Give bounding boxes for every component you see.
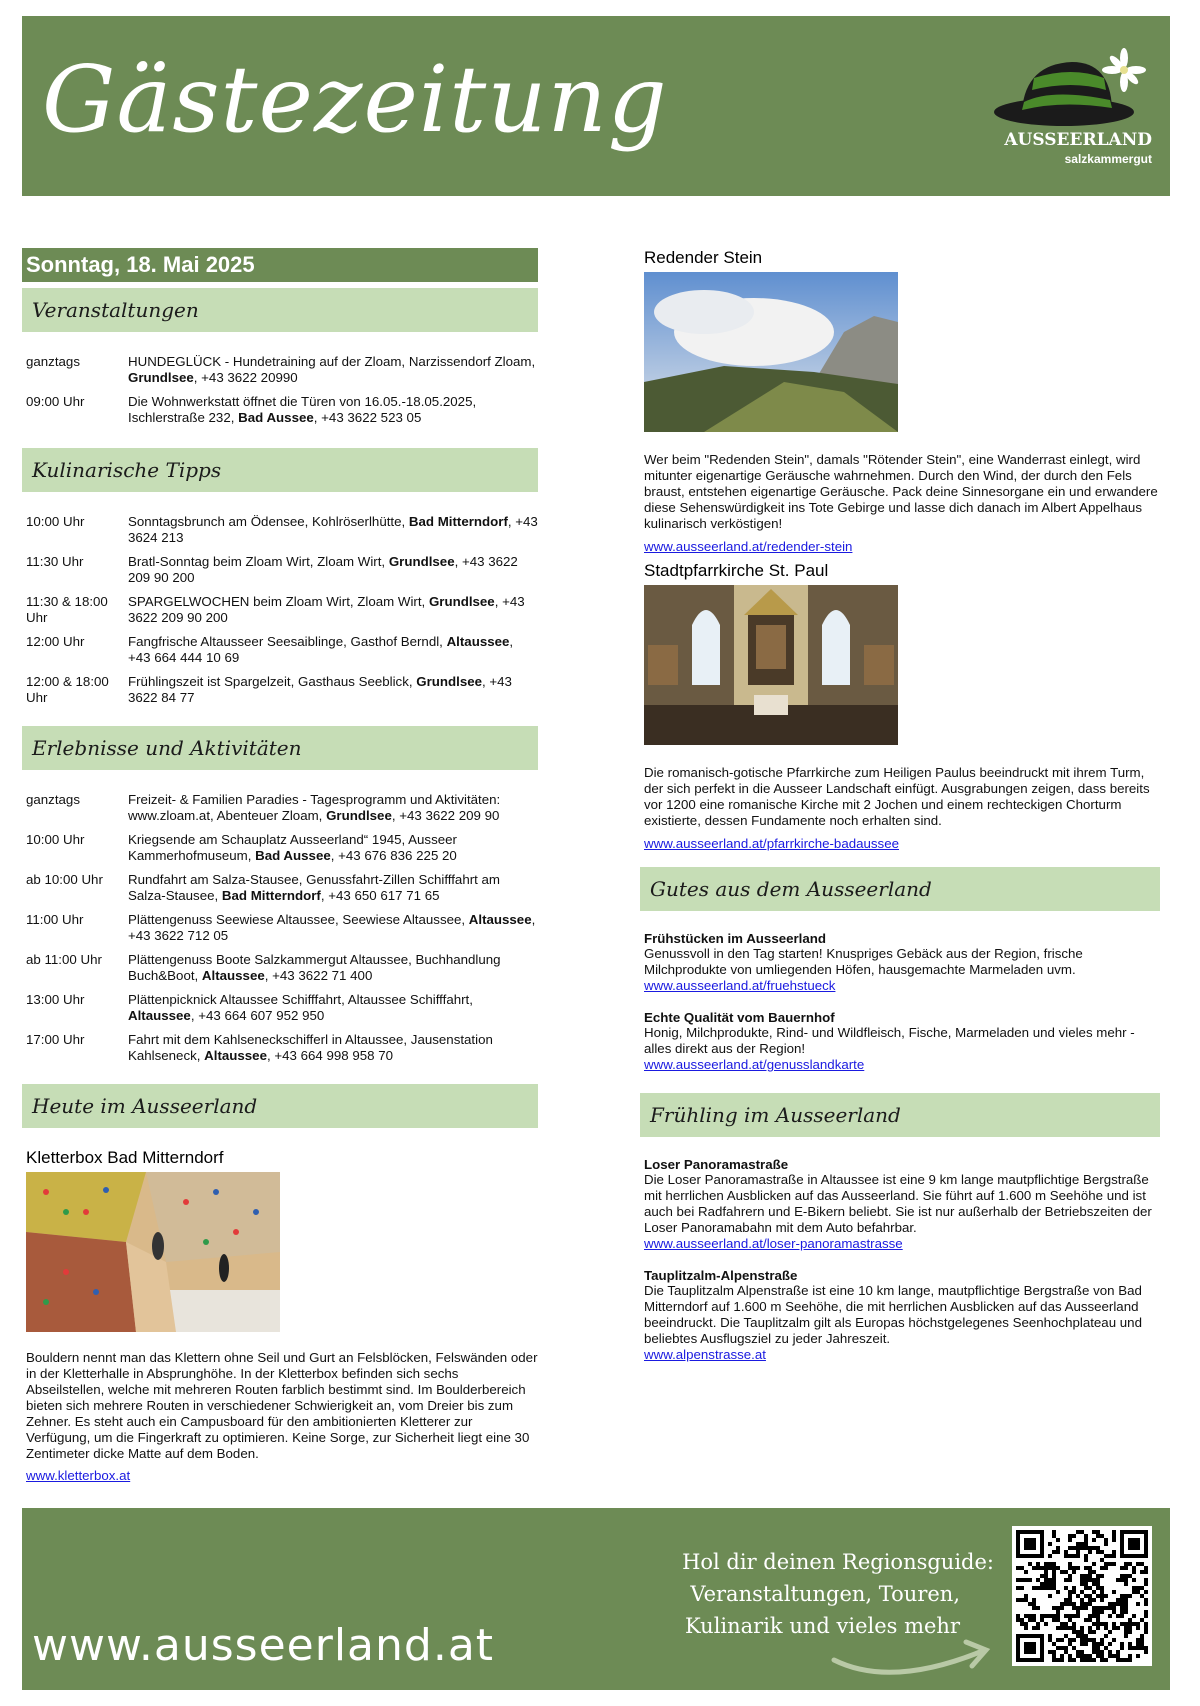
event-time: 13:00 Uhr: [26, 992, 85, 1007]
list-item: [26, 634, 538, 666]
event-desc: Bratl-Sonntag beim Zloam Wirt, Zloam Wirt, Grundlsee, +43 3622 209 90 200: [128, 554, 518, 585]
redender-title: Redender Stein: [644, 248, 763, 267]
event-desc: Plättengenuss Boote Salzkammergut Altaussee, Buchhandlung Buch&Boot, Altaussee, +43 3622 71 400: [128, 952, 501, 983]
hat-icon: [992, 44, 1152, 134]
item-link[interactable]: www.ausseerland.at/fruehstueck: [644, 978, 836, 993]
article-title: Kletterbox Bad Mitterndorf: [26, 1148, 224, 1167]
event-time: 10:00 Uhr: [26, 832, 85, 847]
logo-wordmark: AUSSEERLAND: [1004, 130, 1152, 150]
edelweiss-icon: [1102, 48, 1146, 92]
kletterbox-photo: [26, 1172, 280, 1332]
event-desc: Rundfahrt am Salza-Stausee, Genussfahrt-Zillen Schifffahrt am Salza-Stausee, Bad Mitterndorf, +43 650 617 71 65: [128, 872, 501, 903]
list-item: [26, 394, 538, 426]
event-desc: Freizeit- & Familien Paradies - Tagesprogramm und Aktivitäten: www.zloam.at, Abenteuer Zloam, Grundlsee, +43 3622 209 90: [128, 792, 501, 823]
list-item: [26, 872, 538, 904]
climbing-wall-image: [26, 1172, 280, 1332]
list-item: [26, 514, 538, 546]
stadtpfarr-text: Die romanisch-gotische Pfarrkirche zum Heiligen Paulus beeindruckt mit ihrem Turm, der sich perfekt in die Ausseer Landschaft einfügt. Ausgrabungen zeigen, dass bereits vor 1200 eine romanische Kirche mit 2 Jochen und einem rechteckigen Chorturm existierte, dessen Fundamente noch erhalten sind.: [644, 765, 1150, 828]
event-time: 11:30 Uhr: [26, 554, 84, 569]
footer-banner: [22, 1508, 1170, 1690]
left-column: [22, 248, 538, 1484]
section-kulinarische-tipps: Kulinarische Tipps: [22, 448, 538, 492]
item-text: Genussvoll in den Tag starten! Knuspriges Gebäck aus der Region, frische Milchprodukte von umliegenden Höfen, hausgemachte Marmeladen uvm.: [644, 946, 1083, 977]
event-desc: Plättengenuss Seewiese Altaussee, Seewiese Altaussee, Altaussee, +43 3622 712 05: [128, 912, 536, 943]
item-text: Honig, Milchprodukte, Rind- und Wildfleisch, Fische, Marmeladen und vieles mehr - alles direkt aus der Region!: [644, 1025, 1135, 1056]
item-title: Frühstücken im Ausseerland: [644, 931, 827, 946]
section-erlebnisse: Erlebnisse und Aktivitäten: [22, 726, 538, 770]
list-item: [26, 594, 538, 626]
veranstaltungen-list: [22, 354, 538, 426]
list-item: [644, 931, 1160, 994]
stadtpfarr-photo: [644, 585, 898, 745]
list-item: [26, 554, 538, 586]
event-time: ganztags: [26, 792, 80, 807]
list-item: [26, 354, 538, 386]
event-desc: Fahrt mit dem Kahlseneckschifferl in Altaussee, Jausenstation Kahlseneck, Altaussee, +43 664 998 958 70: [128, 1032, 493, 1063]
list-item: [26, 674, 538, 706]
heute-article: [26, 1148, 538, 1484]
event-time: 12:00 Uhr: [26, 634, 85, 649]
list-item: [644, 1268, 1160, 1363]
event-time: ab 11:00 Uhr: [26, 952, 102, 967]
event-desc: Kriegsende am Schauplatz Ausseerland“ 1945, Ausseer Kammerhofmuseum, Bad Aussee, +43 676 836 225 20: [128, 832, 457, 863]
fruehling-list: [644, 1157, 1160, 1363]
event-time: 10:00 Uhr: [26, 514, 85, 529]
list-item: [26, 952, 538, 984]
gutes-list: [644, 931, 1160, 1073]
section-veranstaltungen: Veranstaltungen: [22, 288, 538, 332]
header-banner: [22, 16, 1170, 196]
section-fruehling: Frühling im Ausseerland: [640, 1093, 1160, 1137]
event-desc: Sonntagsbrunch am Ödensee, Kohlröserlhütte, Bad Mitterndorf, +43 3624 213: [128, 514, 538, 545]
event-desc: SPARGELWOCHEN beim Zloam Wirt, Zloam Wirt, Grundlsee, +43 3622 209 90 200: [128, 594, 525, 625]
redender-text: Wer beim "Redenden Stein", damals "Rötender Stein", eine Wanderrast einlegt, wird mitunter eigenartige Geräusche wahrnehmen. Durch den Wind, der durch den Fels braust, entstehen eigenartige Geräusche. Pack deine Sinnesorgane ein und erwandere diese Sehenswürdigkeit ins Tote Gebirge und lasse dich danach im Albert Appelhaus kulinarisch verköstigen!: [644, 452, 1158, 531]
footer-url[interactable]: www.ausseerland.at: [32, 1620, 495, 1671]
redender-photo: [644, 272, 898, 432]
stadtpfarr-link[interactable]: www.ausseerland.at/pfarrkirche-badaussee: [644, 836, 899, 851]
redender-link[interactable]: www.ausseerland.at/redender-stein: [644, 539, 853, 554]
section-heute: Heute im Ausseerland: [22, 1084, 538, 1128]
guide-line-2: Veranstaltungen, Touren,: [690, 1582, 960, 1606]
event-time: ganztags: [26, 354, 80, 369]
item-link[interactable]: www.ausseerland.at/genusslandkarte: [644, 1057, 865, 1072]
article-text: Bouldern nennt man das Klettern ohne Seil und Gurt an Felsblöcken, Felswänden oder in der Kletterhalle in Absprunghöhe. In der Kletterbox befinden sich sechs Abseilstellen, welche mit mehreren Routen farblich bestimmt sind. Im Boulderbereich bieten sich mehrere Routen in verschiedener Schwierigkeit an, vom Dreier bis zum Zehner. Es steht auch ein Campusboard für den ambitionierten Kletterer zur Verfügung, um die Fingerkraft zu optimieren. Keine Sorge, zur Sicherheit liegt eine 30 Zentimeter dicke Matte auf dem Boden.: [26, 1350, 538, 1461]
kletterbox-link[interactable]: www.kletterbox.at: [26, 1468, 131, 1483]
list-item: [644, 1010, 1160, 1073]
event-desc: HUNDEGLÜCK - Hundetraining auf der Zloam, Narzissendorf Zloam, Grundlsee, +43 3622 20990: [128, 354, 536, 385]
qr-code[interactable]: [1012, 1526, 1152, 1666]
item-link[interactable]: www.alpenstrasse.at: [644, 1347, 766, 1362]
event-time: 11:30 & 18:00 Uhr: [26, 594, 108, 625]
event-desc: Plättenpicknick Altaussee Schifffahrt, Altaussee Schifffahrt, Altaussee, +43 664 607 952 950: [128, 992, 473, 1023]
qr-code-icon: [1016, 1530, 1148, 1662]
guide-line-1: Hol dir deinen Regionsguide:: [682, 1550, 994, 1574]
item-text: Die Loser Panoramastraße in Altaussee ist eine 9 km lange mautpflichtige Bergstraße mit herrlichen Ausblicken auf das Ausseerland. Sie führt auf 1.600 m Seehöhe und ist auch bei Radfahrern und E-Bikern beliebt. Sie ist nur außerhalb der Betriebszeiten der Loser Panoramabahn mit dem Auto befahrbar.: [644, 1172, 1152, 1235]
ausseerland-logo[interactable]: [992, 44, 1152, 172]
event-desc: Die Wohnwerkstatt öffnet die Türen von 16.05.-18.05.2025, Ischlerstraße 232, Bad Aussee, +43 3622 523 05: [128, 394, 477, 425]
section-gutes: Gutes aus dem Ausseerland: [640, 867, 1160, 911]
kulinarisch-list: [22, 514, 538, 706]
logo-subtitle: salzkammergut: [1064, 152, 1152, 166]
event-desc: Frühlingszeit ist Spargelzeit, Gasthaus Seeblick, Grundlsee, +43 3622 84 77: [128, 674, 512, 705]
event-desc: Fangfrische Altausseer Seesaiblinge, Gasthof Berndl, Altaussee, +43 664 444 10 69: [128, 634, 514, 665]
item-link[interactable]: www.ausseerland.at/loser-panoramastrasse: [644, 1236, 903, 1251]
arrow-icon: [830, 1630, 1000, 1680]
list-item: [26, 912, 538, 944]
event-time: 12:00 & 18:00 Uhr: [26, 674, 109, 705]
date-bar: Sonntag, 18. Mai 2025: [22, 248, 538, 282]
list-item: [26, 1032, 538, 1064]
stadtpfarr-title: Stadtpfarrkirche St. Paul: [644, 561, 829, 580]
church-interior-image: [644, 585, 898, 745]
mountain-image: [644, 272, 898, 432]
item-title: Tauplitzalm-Alpenstraße: [644, 1268, 798, 1283]
list-item: [644, 1157, 1160, 1252]
guide-line-3: Kulinarik und vieles mehr: [684, 1614, 960, 1638]
event-time: 11:00 Uhr: [26, 912, 84, 927]
event-time: 09:00 Uhr: [26, 394, 85, 409]
erlebnisse-list: [22, 792, 538, 1064]
page-title: Gästezeitung: [42, 46, 668, 153]
right-column: [644, 248, 1160, 1363]
list-item: [26, 832, 538, 864]
list-item: [26, 792, 538, 824]
event-time: 17:00 Uhr: [26, 1032, 85, 1047]
item-text: Die Tauplitzalm Alpenstraße ist eine 10 km lange, mautpflichtige Bergstraße von Bad Mitterndorf auf 1.600 m Seehöhe, die mit herrlichen Ausblicken auf das Ausseerland beeindruckt. Die Tauplitzalm gilt als Europas höchstgelegenes Seenhochplateau und beliebtes Ausflugsziel zu jeder Jahreszeit.: [644, 1283, 1142, 1346]
item-title: Echte Qualität vom Bauernhof: [644, 1010, 835, 1025]
list-item: [26, 992, 538, 1024]
event-time: ab 10:00 Uhr: [26, 872, 103, 887]
item-title: Loser Panoramastraße: [644, 1157, 789, 1172]
